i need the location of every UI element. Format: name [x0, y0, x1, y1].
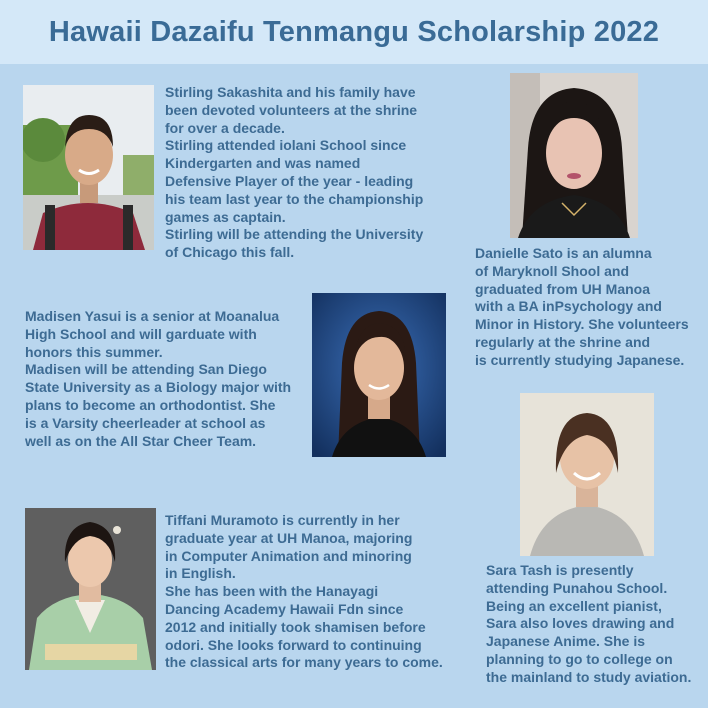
- page-title: Hawaii Dazaifu Tenmangu Scholarship 2022: [48, 16, 660, 48]
- tiffani-bio: Tiffani Muramoto is currently in her graduate year at UH Manoa, majoring in Computer Animation and minoring in English. She has been with the Hanayagi Dancing Academy Hawaii Fdn since 2012 and initially took shamisen before odori. She looks forward to continuing the classical arts for many years to come.: [165, 512, 443, 671]
- sara-bio: Sara Tash is presently attending Punahou School. Being an excellent pianist, Sara also loves drawing and Japanese Anime. She is planning to go to college on the mainland to study aviation.: [486, 562, 692, 685]
- danielle-bio: Danielle Sato is an alumna of Maryknoll Shool and graduated from UH Manoa with a BA inPsychology and Minor in History. She volunteers regularly at the shrine and is currently studying Japanese.: [475, 245, 689, 368]
- tiffani-photo: [25, 508, 156, 670]
- danielle-photo: [510, 73, 638, 238]
- stirling-bio: Stirling Sakashita and his family have been devoted volunteers at the shrine for over a decade. Stirling attended iolani School since Kindergarten and was named Defensive Player of the year - leading his team last year to the championship games as captain. Stirling will be attending the University of Chicago this fall.: [165, 84, 424, 261]
- stirling-photo: [23, 85, 154, 250]
- sara-photo: [520, 393, 654, 556]
- madisen-photo: [312, 293, 446, 457]
- madisen-bio: Madisen Yasui is a senior at Moanalua High School and will garduate with honors this summer. Madisen will be attending San Diego State University as a Biology major with plans to become an orthodontist. She is a Varsity cheerleader at school as well as on the All Star Cheer Team.: [25, 308, 292, 449]
